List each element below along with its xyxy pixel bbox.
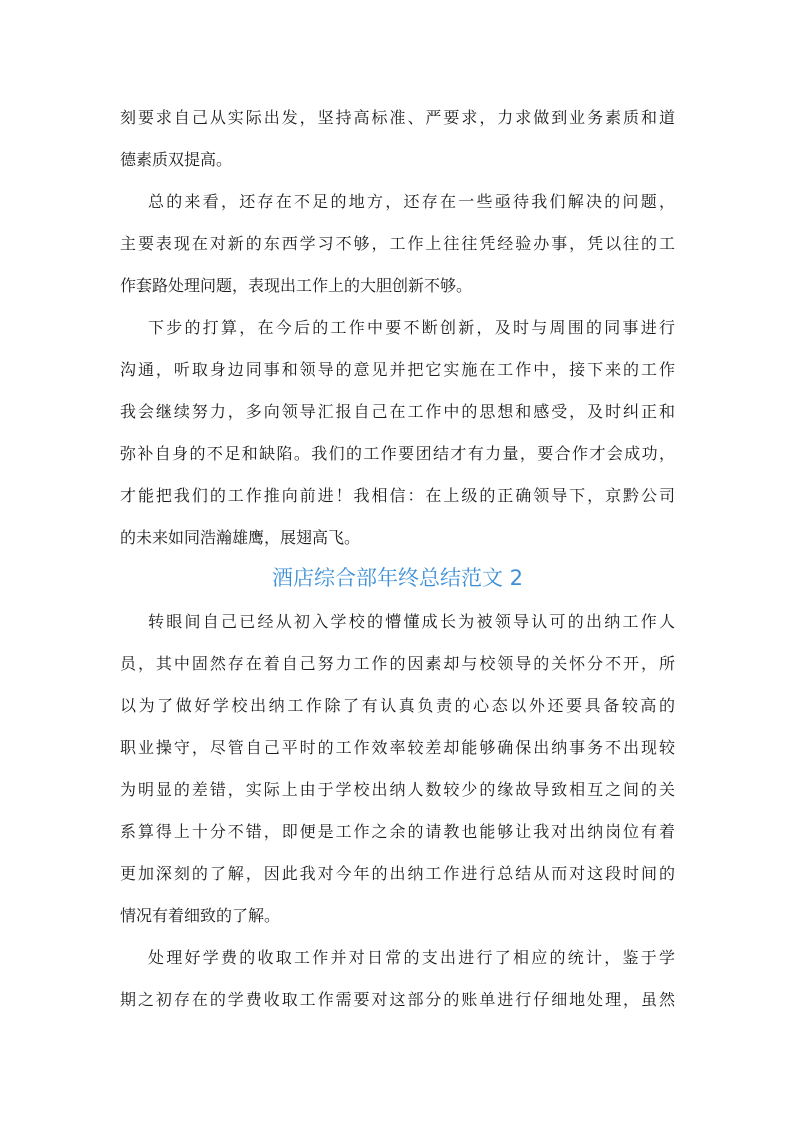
paragraph-line: 系算得上十分不错，即便是工作之余的请教也能够让我对出纳岗位有着 (120, 822, 675, 841)
paragraph-line: 更加深刻的了解，因此我对今年的出纳工作进行总结从而对这段时间的 (120, 864, 675, 883)
paragraph-line: 才能把我们的工作推向前进！我相信：在上级的正确领导下，京黔公司 (120, 486, 675, 505)
paragraph-line: 作套路处理问题，表现出工作上的大胆创新不够。 (120, 276, 473, 295)
paragraph-line: 职业操守，尽管自己平时的工作效率较差却能够确保出纳事务不出现较 (120, 738, 675, 757)
paragraph-line: 的未来如同浩瀚雄鹰，展翅高飞。 (120, 528, 361, 547)
paragraph-line: 期之初存在的学费收取工作需要对这部分的账单进行仔细地处理，虽然 (120, 990, 675, 1009)
paragraph-line: 弥补自身的不足和缺陷。我们的工作要团结才有力量，要合作才会成功， (120, 444, 675, 463)
paragraph-line: 情况有着细致的了解。 (120, 906, 281, 925)
paragraph-line: 我会继续努力，多向领导汇报自己在工作中的思想和感受，及时纠正和 (120, 402, 675, 421)
paragraph-line: 主要表现在对新的东西学习不够，工作上往往凭经验办事，凭以往的工 (120, 234, 675, 253)
section-heading: 酒店综合部年终总结范文 2 (271, 566, 524, 590)
paragraph-line: 刻要求自己从实际出发，坚持高标准、严要求，力求做到业务素质和道 (120, 108, 675, 127)
paragraph-line: 员，其中固然存在着自己努力工作的因素却与校领导的关怀分不开，所 (120, 654, 675, 673)
paragraph-line: 处理好学费的收取工作并对日常的支出进行了相应的统计，鉴于学 (148, 948, 675, 967)
paragraph-line: 德素质双提高。 (120, 150, 233, 169)
paragraph-line: 下步的打算，在今后的工作中要不断创新，及时与周围的同事进行 (148, 318, 675, 337)
paragraph-line: 转眼间自己已经从初入学校的懵懂成长为被领导认可的出纳工作人 (148, 612, 675, 631)
paragraph-line: 总的来看，还存在不足的地方，还存在一些亟待我们解决的问题， (148, 192, 675, 211)
paragraph-line: 以为了做好学校出纳工作除了有认真负责的心态以外还要具备较高的 (120, 696, 675, 715)
paragraph-line: 为明显的差错，实际上由于学校出纳人数较少的缘故导致相互之间的关 (120, 780, 675, 799)
paragraph-line: 沟通，听取身边同事和领导的意见并把它实施在工作中，接下来的工作 (120, 360, 675, 379)
